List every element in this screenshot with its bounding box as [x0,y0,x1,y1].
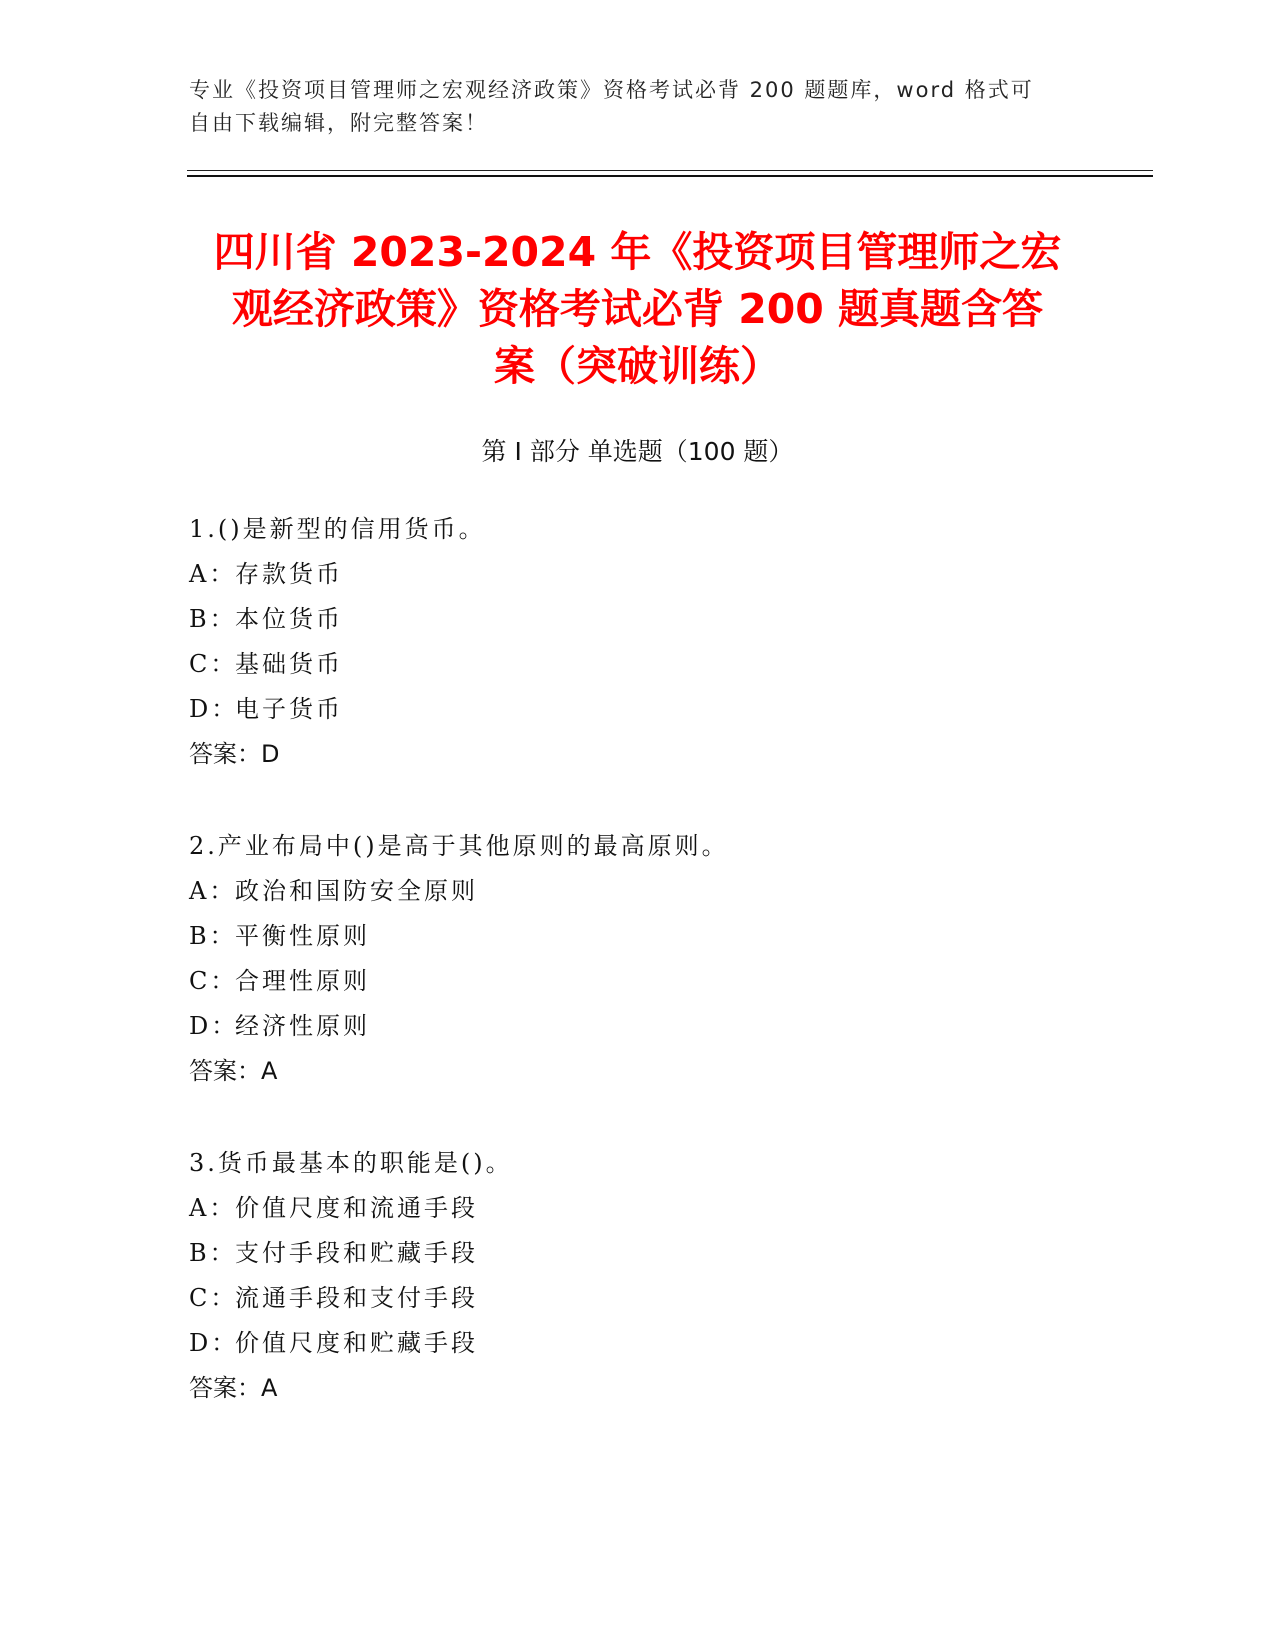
section-heading: 第 I 部分 单选题（100 题） [481,437,794,466]
document-title [150,224,1125,395]
question-block [189,824,1089,1094]
option-key: B： [189,1239,237,1267]
option-text: 经济性原则 [235,1012,370,1040]
option-text: 流通手段和支付手段 [235,1284,478,1312]
question-option [189,1276,1089,1321]
option-text: 平衡性原则 [235,922,370,950]
option-text: 支付手段和贮藏手段 [235,1239,478,1267]
title-line-2: 观经济政策》资格考试必背 200 题真题含答 [231,285,1044,333]
option-key: C： [189,1284,238,1312]
option-text: 合理性原则 [235,967,370,995]
option-text: 电子货币 [235,695,343,723]
question-option [189,959,1089,1004]
question-block [189,1141,1089,1411]
question-option [189,1004,1089,1049]
option-key: A： [189,877,237,905]
question-option [189,597,1089,642]
header-note-line-1: 专业《投资项目管理师之宏观经济政策》资格考试必背 200 题题库，word 格式可 [189,78,1034,102]
header-note-line-2: 自由下载编辑，附完整答案！ [189,111,488,135]
option-key: A： [189,560,237,588]
option-text: 基础货币 [235,650,343,678]
header-divider-thick [187,175,1153,177]
question-option [189,914,1089,959]
question-answer: 答案：A [189,1057,278,1085]
question-option [189,1231,1089,1276]
header-divider-thin [187,170,1153,171]
document-header-note [189,74,1069,140]
option-key: C： [189,967,238,995]
option-key: D： [189,1329,239,1357]
question-stem: 3.货币最基本的职能是()。 [189,1149,513,1177]
question-block [189,507,1089,777]
option-text: 价值尺度和流通手段 [235,1194,478,1222]
question-option [189,552,1089,597]
title-line-1: 四川省 2023-2024 年《投资项目管理师之宏 [213,228,1062,276]
option-text: 存款货币 [235,560,343,588]
option-text: 政治和国防安全原则 [235,877,478,905]
option-key: B： [189,605,237,633]
question-option [189,687,1089,732]
option-key: A： [189,1194,237,1222]
option-key: C： [189,650,238,678]
option-text: 价值尺度和贮藏手段 [235,1329,478,1357]
option-key: B： [189,922,237,950]
question-option [189,1186,1089,1231]
question-option [189,869,1089,914]
question-stem: 1.()是新型的信用货币。 [189,515,486,543]
option-text: 本位货币 [235,605,343,633]
question-option [189,642,1089,687]
question-answer: 答案：D [189,740,280,768]
title-line-3: 案（突破训练） [494,342,781,390]
option-key: D： [189,1012,239,1040]
question-answer: 答案：A [189,1374,278,1402]
question-stem: 2.产业布局中()是高于其他原则的最高原则。 [189,832,729,860]
question-option [189,1321,1089,1366]
option-key: D： [189,695,239,723]
